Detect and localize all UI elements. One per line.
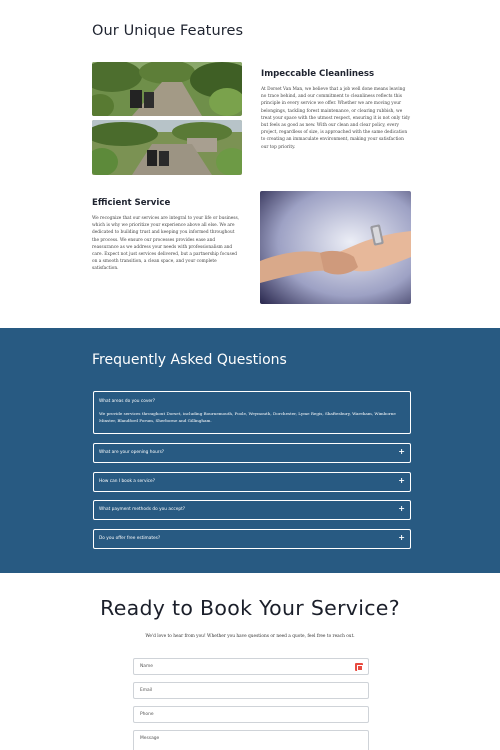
email-placeholder: Email <box>140 688 153 693</box>
autofill-icon[interactable] <box>355 663 363 671</box>
garden-path-image <box>92 62 242 116</box>
faq-section <box>0 328 500 573</box>
faq-question: How can I book a service? <box>99 479 155 484</box>
garden-bins-image <box>92 120 242 175</box>
faq-item-areas[interactable] <box>93 391 411 434</box>
booking-section <box>0 573 500 750</box>
plus-icon[interactable]: + <box>398 447 405 456</box>
faq-item-opening-hours[interactable] <box>93 443 411 463</box>
efficient-service-heading: Efficient Service <box>92 198 171 208</box>
cleanliness-heading: Impeccable Cleanliness <box>261 69 375 79</box>
name-placeholder: Name <box>140 664 153 669</box>
message-field[interactable] <box>133 730 369 750</box>
booking-title: Ready to Book Your Service? <box>100 596 400 620</box>
faq-question: What payment methods do you accept? <box>99 507 186 512</box>
faq-item-payment-methods[interactable] <box>93 500 411 520</box>
features-section <box>0 0 500 328</box>
booking-subtitle: We'd love to hear from you! Whether you have questions or need a quote, feel free to reach out. <box>145 634 355 639</box>
message-placeholder: Message <box>140 736 160 741</box>
email-field[interactable] <box>133 682 369 699</box>
plus-icon[interactable]: + <box>398 504 405 513</box>
features-title: Our Unique Features <box>92 23 244 39</box>
plus-icon[interactable]: + <box>398 476 405 485</box>
faq-title: Frequently Asked Questions <box>92 352 287 368</box>
faq-question[interactable]: What areas do you cover? <box>99 399 156 404</box>
faq-question: What are your opening hours? <box>99 450 165 455</box>
phone-field[interactable] <box>133 706 369 723</box>
faq-question: Do you offer free estimates? <box>99 536 161 541</box>
efficient-service-text: We recognize that our services are integral to your life or business, which is why we prioritize your experience above all else. We are dedicated to building trust and keeping you informed throughout the process. We ensure our processes provides ease and reassurance as we address your needs with professionalism and care. Expect not just services delivered, but a partnership focused on a smooth transition, a clean space, and your complete satisfaction. <box>92 216 240 272</box>
handshake-image <box>260 191 411 304</box>
name-field[interactable] <box>133 658 369 675</box>
faq-answer: We provide services throughout Dorset, including Bournemouth, Poole, Weymouth, Dorchester, Lyme Regis, Shaftesbury, Wareham, Wimborne Minster, Blandford Forum, Sherborne and Gillingham. <box>99 411 396 423</box>
faq-item-free-estimates[interactable] <box>93 529 411 549</box>
plus-icon[interactable]: + <box>398 533 405 542</box>
phone-placeholder: Phone <box>140 712 154 717</box>
cleanliness-text: At Dorset Van Man, we believe that a job well done means leaving no trace behind, and our commitment to cleanliness reflects this principle in every service we offer. Whether we are moving your belongings, tackling forest maintenance, or clearing rubbish, we treat your space with the utmost respect, ensuring it is not only tidy but feels as good as new. With our clean and clear policy, every project, regardless of size, is approached with the same dedication to creating an immaculate environment, making your satisfaction our top priority. <box>261 87 410 150</box>
faq-item-book-service[interactable] <box>93 472 411 492</box>
